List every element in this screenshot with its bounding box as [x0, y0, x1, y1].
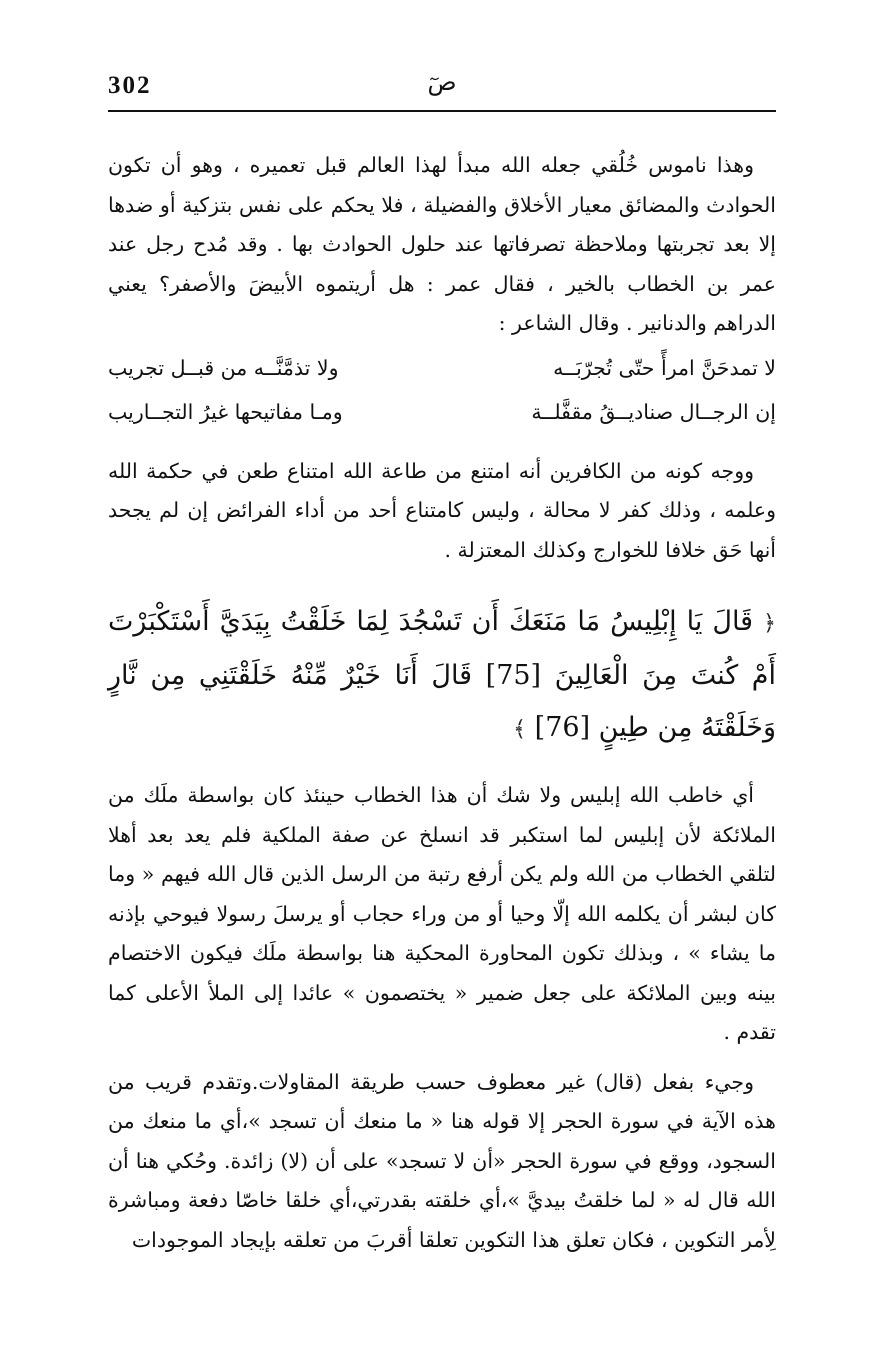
paragraph-1: وهذا ناموس خُلُقي جعله الله مبدأ لهذا العالم قبل تعميره ، وهو أن تكون الحوادث والمضائق معيار الأخلاق والفضيلة ، فلا يحكم على نفس بتزكية أو ضدها إلا بعد تجربتها وملاحظة تصرفاتها عند حلول الحوادث بها . وقد مُدح رجل عند عمر بن الخطاب بالخير ، فقال عمر : هل أريتموه الأبيضَ والأصفر؟ يعني الدراهم والدنانير . وقال الشاعر :	[108, 153, 776, 335]
header-divider	[108, 110, 776, 112]
paragraph-gap	[108, 1053, 776, 1063]
poem-line-1-first-hemistich: لا تمدحَنَّ امرأً حتّى تُجرّبَــه	[553, 355, 776, 380]
poem-line-1-second-hemistich: ولا تذمَّنَّــه من قبــل تجريب	[108, 355, 339, 380]
paragraph-4: وجيء بفعل (قال) غير معطوف حسب طريقة المقاولات.وتقدم قريب من هذه الآية في سورة الحجر إلا قوله هنا « ما منعك أن تسجد »،أي ما منعك من السجود، ووقع في سورة الحجر «أن لا تسجد» على أن (لا) زائدة. وحُكي هنا أن الله قال له « لما خلقتُ بيديَّ »،أي خلقته بقدرتي،أي خلقا خاصّا دفعة ومباشرة لِأمر التكوين ، فكان تعلق هذا التكوين تعلقا أقربَ من تعلقه بإيجاد الموجودات	[108, 1069, 776, 1252]
page-number: 302	[108, 72, 152, 99]
sura-letter: صٓ	[427, 68, 457, 96]
poem-line-1	[108, 346, 776, 390]
page-body	[108, 146, 776, 1260]
paragraph-2: ووجه كونه من الكافرين أنه امتنع من طاعة الله امتناع طعن في حكمة الله وعلمه ، وذلك كفر لا محالة ، وليس كامتناع أحد من أداء الفرائض إن لم يجحد أنها حَق خلافا للخوارج وكذلك المعتزلة .	[108, 458, 776, 562]
poem-line-2-second-hemistich: ومـا مفاتيحها غيرُ التجــاريب	[108, 399, 343, 424]
poem-line-2	[108, 390, 776, 434]
poem-line-2-first-hemistich: إن الرجــال صناديــقُ مقفَّلــة	[531, 399, 776, 424]
quran-close-bracket: ﴾	[513, 717, 527, 742]
poem-block	[108, 346, 776, 434]
page-header	[108, 68, 776, 112]
quran-verse-text: قَالَ يَا إِبْلِيسُ مَا مَنَعَكَ أَن تَسْجُدَ لِمَا خَلَقْتُ بِيَدَيَّ أَسْتَكْبَرْتَ أَمْ كُنتَ مِنَ الْعَالِينَ [75] قَالَ أَنَا خَيْرٌ مِّنْهُ خَلَقْتَنِي مِن نَّارٍ وَخَلَقْتَهُ مِن طِينٍ [76]	[108, 606, 776, 743]
quran-open-bracket: ﴿	[763, 611, 776, 636]
paragraph-3: أي خاطب الله إبليس ولا شك أن هذا الخطاب حينئذ كان بواسطة ملَك من الملائكة لأن إبليس لما استكبر قد انسلخ عن صفة الملكية فلم يعد بعد أهلا لتلقي الخطاب من الله ولم يكن أرفع رتبة من الرسل الذين قال الله فيهم « وما كان لبشر أن يكلمه الله إلّا وحيا أو من وراء حجاب أو يرسلَ رسولا فيوحي بإذنه ما يشاء » ، وبذلك تكون المحاورة المحكية هنا بواسطة ملَك فيكون الاختصام بينه وبين الملائكة على جعل ضمير « يختصمون » عائدا إلى الملأ الأعلى كما تقدم .	[108, 783, 776, 1044]
quran-verse	[108, 596, 776, 756]
